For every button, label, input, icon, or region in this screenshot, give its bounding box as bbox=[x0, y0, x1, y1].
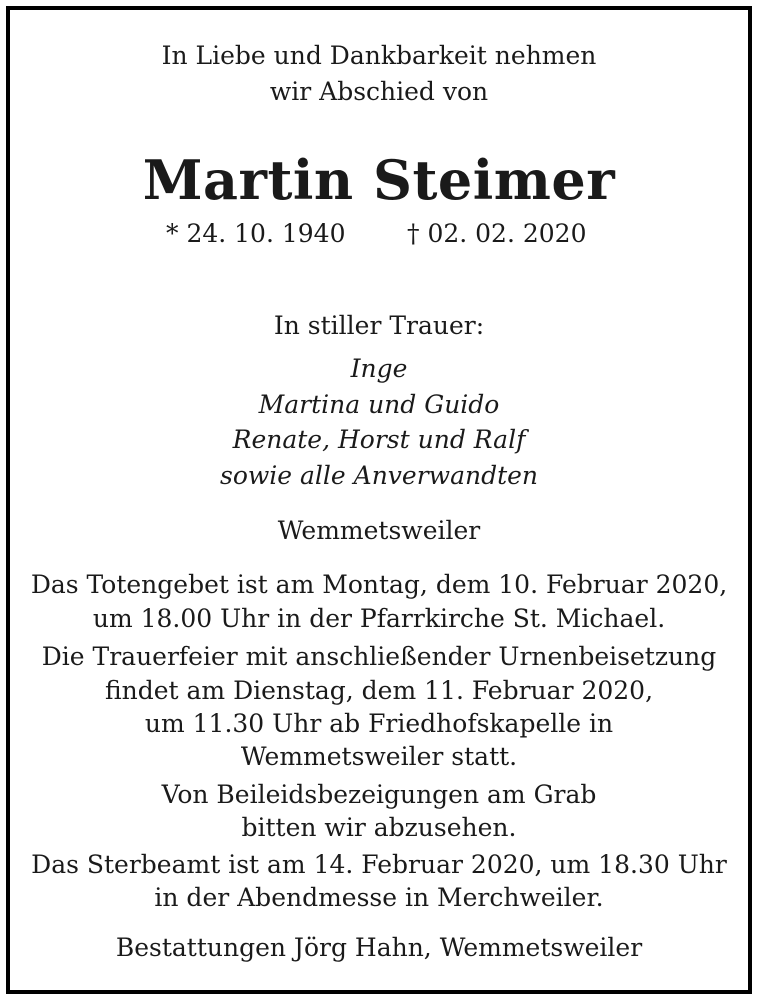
death-date: † 02. 02. 2020 bbox=[407, 219, 587, 248]
sterbeamt-line: in der Abendmesse in Merchweiler. bbox=[154, 883, 604, 912]
birth-date: * 24. 10. 1940 bbox=[166, 219, 346, 248]
intro-line-2: wir Abschied von bbox=[269, 77, 489, 106]
intro-line-1: In Liebe und Dankbarkeit nehmen bbox=[161, 41, 597, 70]
mourner-name: sowie alle Anverwandten bbox=[219, 461, 539, 490]
life-dates bbox=[0, 218, 758, 250]
trauerfeier-line: um 11.30 Uhr ab Friedhofskapelle in bbox=[144, 709, 614, 738]
totengebet-line: um 18.00 Uhr in der Pfarrkirche St. Michael. bbox=[92, 604, 666, 633]
mourner-name: Inge bbox=[350, 354, 408, 383]
beileid-line: bitten wir abzusehen. bbox=[241, 813, 517, 842]
totengebet-line: Das Totengebet ist am Montag, dem 10. Februar 2020, bbox=[30, 570, 728, 599]
trauerfeier-line: Die Trauerfeier mit anschließender Urnenbeisetzung bbox=[41, 642, 717, 671]
sterbeamt-line: Das Sterbeamt ist am 14. Februar 2020, um 18.30 Uhr bbox=[31, 850, 727, 879]
mourners-place: Wemmetsweiler bbox=[277, 516, 481, 545]
trauerfeier-line: Wemmetsweiler statt. bbox=[240, 742, 518, 771]
undertaker-line: Bestattungen Jörg Hahn, Wemmetsweiler bbox=[115, 933, 643, 962]
beileid-line: Von Beileidsbezeigungen am Grab bbox=[161, 780, 597, 809]
mourner-name: Renate, Horst und Ralf bbox=[232, 425, 526, 454]
deceased-name: Martin Steimer bbox=[142, 148, 616, 212]
trauerfeier-line: findet am Dienstag, dem 11. Februar 2020, bbox=[104, 676, 654, 705]
mourners-heading: In stiller Trauer: bbox=[273, 311, 485, 340]
mourner-name: Martina und Guido bbox=[258, 390, 500, 419]
